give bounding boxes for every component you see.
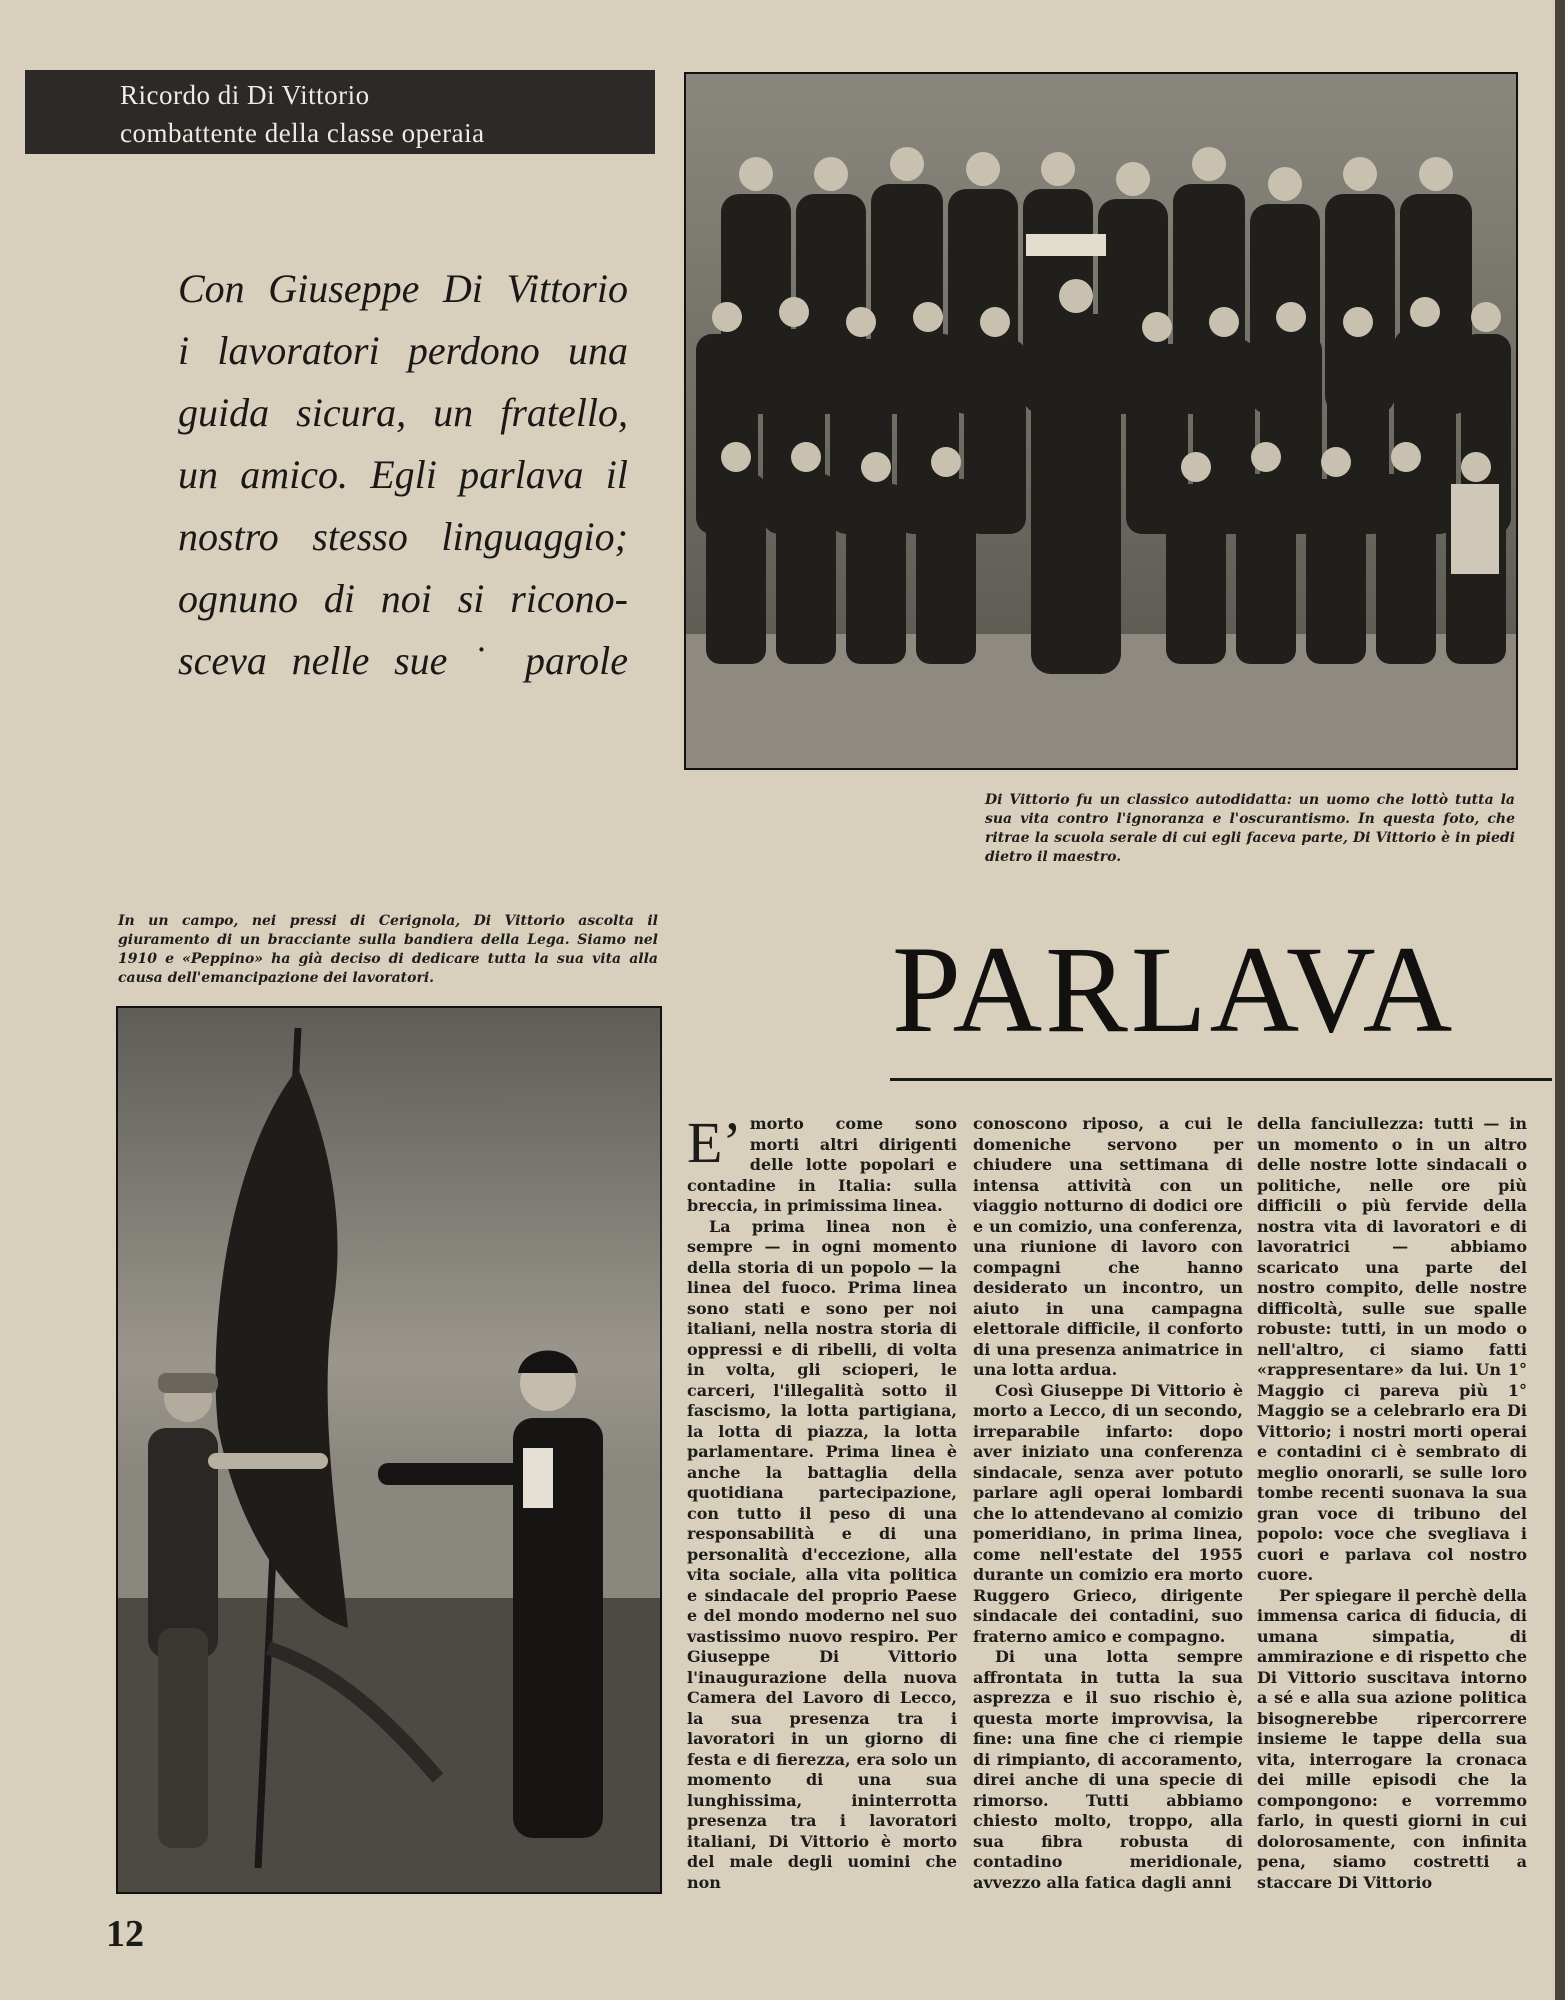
kicker-line-2: combattente della classe operaia: [120, 118, 485, 148]
headline: PARLAVA: [892, 921, 1456, 1058]
page-number: 12: [106, 1913, 144, 1955]
lead-line: i lavoratori perdono una: [178, 328, 628, 373]
lead-line: un amico. Egli parlava il: [178, 452, 628, 497]
school-photo-caption: Di Vittorio fu un classico autodidatta: un uomo che lottò tutta la sua vita contro l'ignoranza e l'oscurantismo. In questa foto, che ritrae la scuola serale di cui egli faceva parte, Di Vittorio è in piedi dietro il maestro.: [985, 792, 1515, 865]
lead-quote: [178, 258, 628, 692]
lead-line: Con Giuseppe Di Vittorio: [178, 266, 628, 311]
kicker-box: [25, 70, 655, 154]
article-column-3: [1257, 1114, 1527, 1893]
headline-rule: [890, 1078, 1552, 1081]
article-paragraph: Per spiegare il perchè della immensa carica di fiducia, di umana simpatia, di ammirazione e di rispetto che Di Vittorio suscitava intorno a sé e alla sua azione politica bisognerebbe ripercorrere insieme le tappe della sua vita, interrogare la cronaca dei mille episodi che la compongono: e vorremmo farlo, in questi giorni in cui dolorosamente, con infinita pena, siamo costretti a staccare Di Vittorio: [1257, 1585, 1527, 1892]
flag-oath-photo-image: [118, 1008, 660, 1892]
drop-cap: E’: [687, 1110, 742, 1175]
lead-line: guida sicura, un fratello,: [178, 390, 628, 435]
article-paragraph: conoscono riposo, a cui le domeniche servono per chiudere una settimana di intensa attività con un viaggio notturno di dodici ore e un comizio, una conferenza, una riunione di lavoro con compagni che hanno desiderato un incontro, un aiuto in una campagna elettorale difficile, il conforto di una presenza animatrice in una lotta ardua.: [973, 1114, 1243, 1379]
article-column-1: [687, 1110, 957, 1893]
article-paragraph: morto come sono morti altri dirigenti delle lotte popolari e contadine in Italia: sulla breccia, in primissima linea.: [687, 1114, 957, 1215]
lead-line: sceva nelle sue ˙ parole: [178, 638, 628, 683]
field-photo-caption: In un campo, nei pressi di Cerignola, Di Vittorio ascolta il giuramento di un bracciante sulla bandiera della Lega. Siamo nel 1910 e «Peppino» ha già deciso di dedicare tutta la sua vita alla causa dell'emancipazione dei lavoratori.: [118, 913, 658, 986]
kicker-line-1: Ricordo di Di Vittorio: [120, 80, 370, 110]
article-paragraph: Di una lotta sempre affrontata in tutta la sua asprezza e il suo rischio è, questa morte improvvisa, la fine: una fine che ci riempie di rimpianto, di accoramento, direi anche di una specie di rimorso. Tutti abbiamo chiesto molto, troppo, alla sua fibra robusta di contadino meridionale, avvezzo alla fatica dagli anni: [973, 1647, 1243, 1892]
article-paragraph: La prima linea non è sempre — in ogni momento della storia di un popolo — la linea del fuoco. Prima linea sono stati e sono per noi italiani, nella nostra storia di oppressi e di ribelli, di volta in volta, gli scioperi, le carceri, l'illegalità sotto il fascismo, la lotta partigiana, la lotta di piazza, la lotta parlamentare. Prima linea è anche la battaglia della quotidiana partecipazione, con tutto il peso di una responsabilità e di una personalità d'eccezione, alla vita sociale, alla vita politica e sindacale del proprio Paese e del mondo moderno nel suo vastissimo nuovo respiro. Per Giuseppe Di Vittorio l'inaugurazione della nuova Camera del Lavoro di Lecco, la sua presenza tra i lavoratori in un giorno di festa e di fierezza, era solo un momento di una sua lunghissima, ininterrotta presenza tra i lavoratori italiani, Di Vittorio è morto del male degli uomini che non: [687, 1216, 957, 1892]
flag-oath-photo: [116, 1006, 662, 1894]
lead-line: ognuno di noi si ricono-: [178, 576, 628, 621]
page-edge: [1555, 0, 1565, 2000]
article-paragraph: della fanciullezza: tutti — in un momento o in un altro delle nostre lotte sindacali o politiche, nelle ore più difficili o più fervide della nostra vita di lavoratori e di lavoratrici — abbiamo scaricato una parte del nostro compito, delle nostre difficoltà, sulle sue spalle robuste: tutti, in un modo o nell'altro, ci siamo fatti «rappresentare» da lui. Un 1° Maggio ci pareva più 1° Maggio se a celebrarlo era Di Vittorio; i nostri morti operai e contadini ci è sembrato di meglio onorarli, se sulle loro tombe recenti suonava la sua gran voce di tribuno del popolo: voce che svegliava i cuori e parlava col nostro cuore.: [1257, 1114, 1527, 1584]
article-paragraph: Così Giuseppe Di Vittorio è morto a Lecco, di un secondo, irreparabile infarto: dopo aver iniziato una conferenza sindacale, senza aver potuto parlare agli operai lombardi che lo attendevano al comizio pomeridiano, in prima linea, come nell'estate del 1955 durante un comizio era morto Ruggero Grieco, dirigente sindacale dei contadini, suo fraterno amico e compagno.: [973, 1380, 1243, 1646]
article-column-2: [973, 1114, 1243, 1893]
school-group-photo-image: [686, 74, 1516, 768]
school-group-photo: [684, 72, 1518, 770]
lead-line: nostro stesso linguaggio;: [178, 514, 628, 559]
